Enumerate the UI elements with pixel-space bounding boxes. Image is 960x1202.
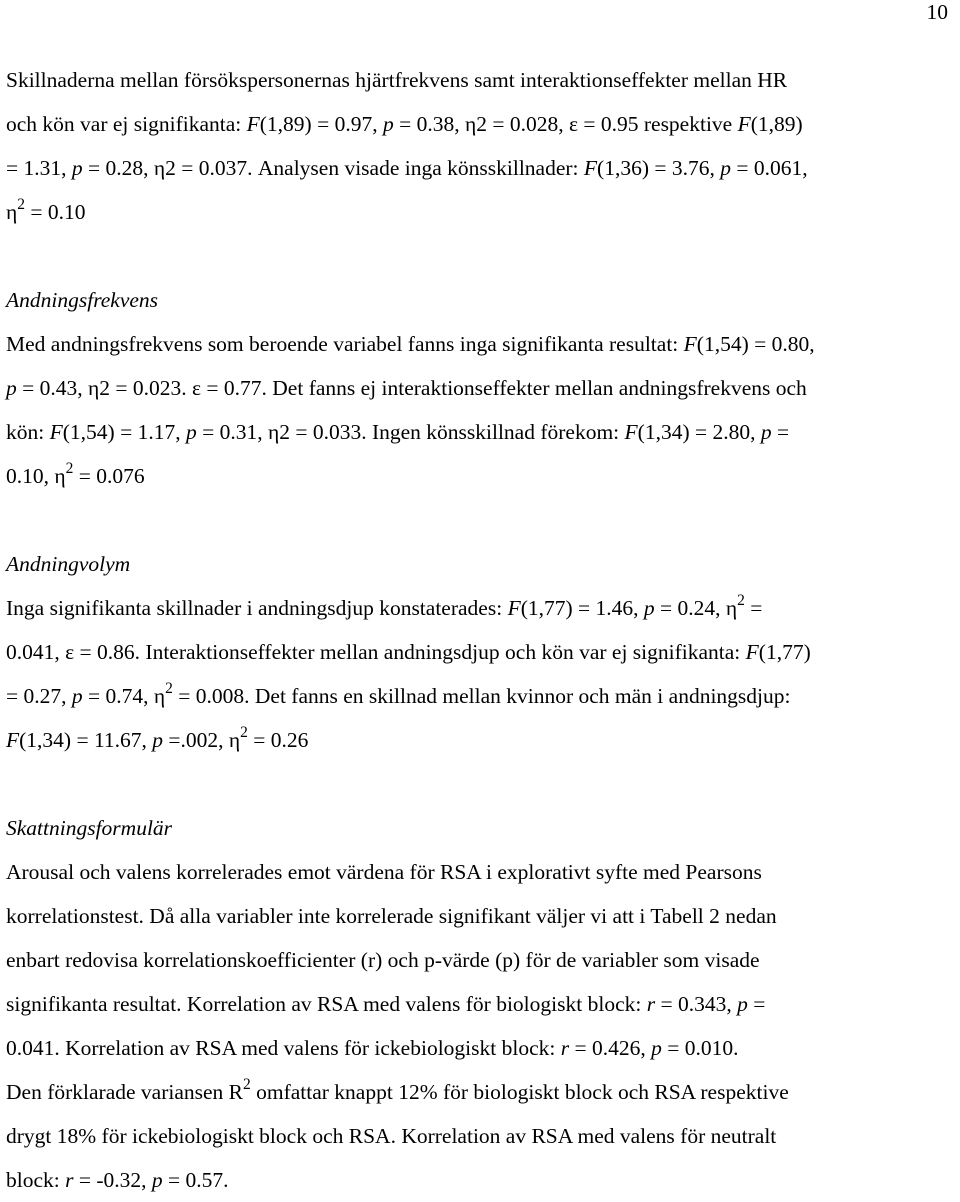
spacer xyxy=(6,234,956,278)
paragraph-skattningsformular xyxy=(6,850,956,1202)
text-line: Skillnaderna mellan försökspersonernas hjärtfrekvens samt interaktionseffekter mellan HR xyxy=(6,68,788,92)
text-line: och kön var ej signifikanta: F(1,89) = 0.97, p = 0.38, η2 = 0.028, ε = 0.95 respektive F(1,89) xyxy=(6,112,803,136)
paragraph-heart-rate xyxy=(6,58,956,234)
text-line: $\eta^2 = 0.10$ xyxy=(6,196,86,224)
text-line: F(1,34) = 11.67, p =.002, $\eta^2 = 0.26$ xyxy=(6,724,309,752)
text-line: drygt 18% för ickebiologiskt block och RSA. Korrelation av RSA med valens för neutralt xyxy=(6,1124,777,1148)
text-line: korrelationstest. Då alla variabler inte korrelerade signifikant väljer vi att i Tabell 2 nedan xyxy=(6,904,777,928)
text-line: = 0.27, p = 0.74, $\eta^2 = 0.008$. Det fanns en skillnad mellan kvinnor och män i andningsdjup: xyxy=(6,680,791,708)
text-line: 0.10, $\eta^2 = 0.076$ xyxy=(6,460,145,488)
text-line: = 1.31, p = 0.28, η2 = 0.037. Analysen visade inga könsskillnader: F(1,36) = 3.76, p = 0.061, xyxy=(6,156,808,180)
text-line: signifikanta resultat. Korrelation av RSA med valens för biologiskt block: r = 0.343, p = xyxy=(6,992,766,1016)
text-line: 0.041, ε = 0.86. Interaktionseffekter mellan andningsdjup och kön var ej signifikanta: F(1,77) xyxy=(6,640,811,664)
text-line: 0.041. Korrelation av RSA med valens för ickebiologiskt block: r = 0.426, p = 0.010. xyxy=(6,1036,739,1060)
text-line: block: r = -0.32, p = 0.57. xyxy=(6,1168,229,1192)
spacer xyxy=(6,762,956,806)
paragraph-andningvolym xyxy=(6,586,956,762)
text-line: Med andningsfrekvens som beroende variabel fanns inga signifikanta resultat: F(1,54) = 0.80, xyxy=(6,332,815,356)
text-line: enbart redovisa korrelationskoefficienter (r) och p-värde (p) för de variabler som visade xyxy=(6,948,760,972)
document-body xyxy=(6,58,956,1202)
text-line: kön: F(1,54) = 1.17, p = 0.31, η2 = 0.033. Ingen könsskillnad förekom: F(1,34) = 2.80, p = xyxy=(6,420,790,444)
text-line: Inga signifikanta skillnader i andningsdjup konstaterades: F(1,77) = 1.46, p = 0.24, $\eta^2$ = xyxy=(6,592,763,620)
spacer xyxy=(6,498,956,542)
text-line: p = 0.43, η2 = 0.023. ε = 0.77. Det fanns ej interaktionseffekter mellan andningsfrekvens och xyxy=(6,376,807,400)
section-heading-andningsfrekvens: Andningsfrekvens xyxy=(6,288,159,312)
paragraph-andningsfrekvens xyxy=(6,322,956,498)
section-heading-andningvolym: Andningvolym xyxy=(6,552,131,576)
section-heading-skattningsformular: Skattningsformulär xyxy=(6,816,173,840)
page-number: 10 xyxy=(926,0,948,24)
text-line: Den förklarade variansen $R^2$ omfattar knappt 12% för biologiskt block och RSA respektive xyxy=(6,1076,789,1104)
text-line: Arousal och valens korrelerades emot värdena för RSA i explorativt syfte med Pearsons xyxy=(6,860,762,884)
